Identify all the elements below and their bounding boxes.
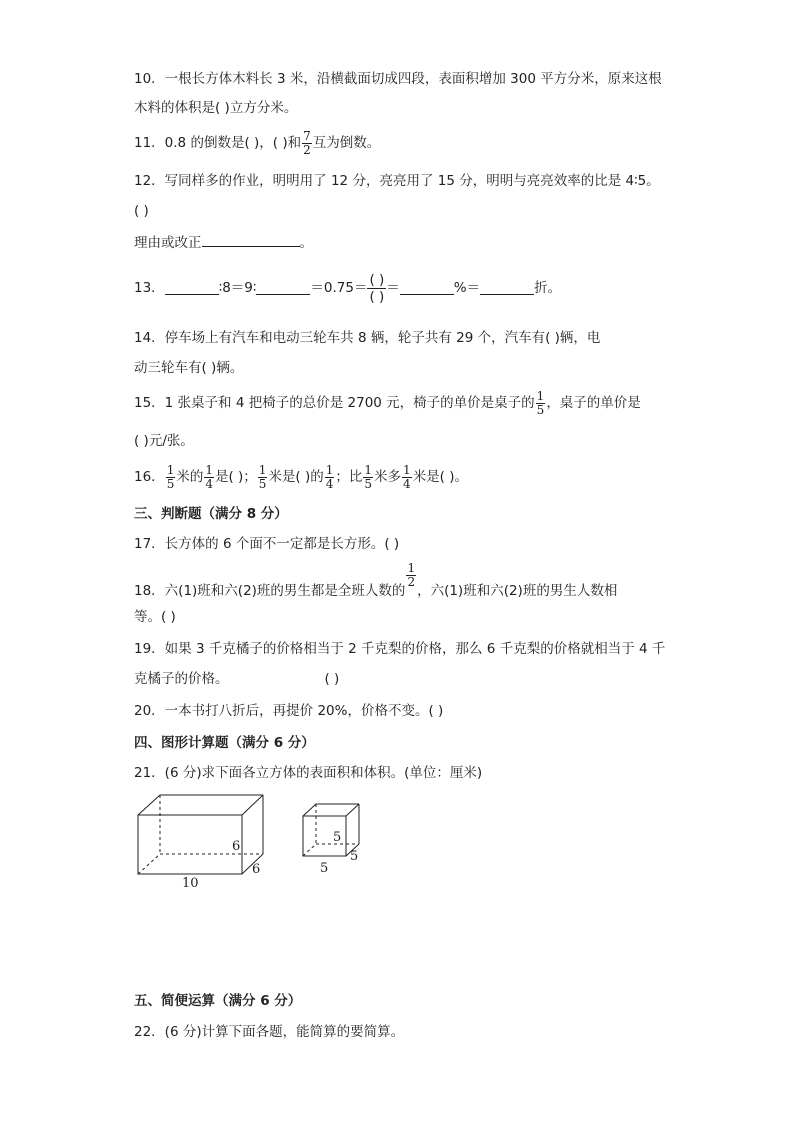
q16-frac1-den: 5 xyxy=(166,476,175,491)
q12-reason-blank[interactable] xyxy=(202,234,300,247)
q15-frac-den: 5 xyxy=(536,402,545,417)
q18-frac-den: 2 xyxy=(407,575,416,589)
q19-line1: 19．如果 3 千克橘子的价格相当于 2 千克梨的价格，那么 6 千克梨的价格就相当于 4 千 xyxy=(134,641,666,657)
q13-text1: ∶8＝9∶ xyxy=(218,280,257,296)
q16-frac4-num: 1 xyxy=(325,462,334,477)
q13-text5: 折。 xyxy=(534,280,562,296)
q16-frac3-num: 1 xyxy=(258,462,267,477)
q15-line2: ( )元/张。 xyxy=(134,433,194,449)
q16-frac5-den: 5 xyxy=(364,476,373,491)
q18-text2: ，六(1)班和六(2)班的男生人数相 xyxy=(417,583,618,599)
q16-frac5-num: 1 xyxy=(364,462,373,477)
q16-text3: 米是( )的 xyxy=(268,469,324,485)
q16-frac3-den: 5 xyxy=(258,476,267,491)
q11-frac-den: 2 xyxy=(303,142,311,157)
q18-line2: 等。( ) xyxy=(134,609,176,625)
q16-frac1-num: 1 xyxy=(166,462,175,477)
q12-reason-label: 理由或改正 xyxy=(134,235,202,251)
q15-text1: 15．1 张桌子和 4 把椅子的总价是 2700 元，椅子的单价是桌子的 xyxy=(134,395,535,411)
q13-blank3[interactable] xyxy=(400,282,454,295)
q13-blank2[interactable] xyxy=(256,282,310,295)
q16-frac6-num: 1 xyxy=(403,462,411,477)
cuboid-height-label: 6 xyxy=(232,839,241,854)
cube-length-label: 5 xyxy=(320,861,329,876)
q18-fraction xyxy=(406,562,416,589)
q13-paren-top: ( ) xyxy=(369,271,385,288)
q13-text4: %＝ xyxy=(453,280,481,296)
q15-line1 xyxy=(134,386,641,420)
q16-frac4-den: 4 xyxy=(325,476,334,491)
q16-text6: 米是( )。 xyxy=(412,469,469,485)
q10-line2: 木料的体积是( )立方分米。 xyxy=(134,100,298,116)
cuboid-figures xyxy=(130,790,380,892)
q15-frac-num: 1 xyxy=(536,388,545,403)
q11-frac-num: 7 xyxy=(303,128,311,143)
q20: 20．一本书打八折后，再提价 20%，价格不变。( ) xyxy=(134,703,444,719)
q16 xyxy=(134,460,468,494)
q13-text2: ＝0.75＝ xyxy=(310,280,368,296)
q13-fraction-box[interactable] xyxy=(367,272,386,305)
cuboid-figure xyxy=(138,795,263,874)
q11-fraction xyxy=(302,130,312,157)
q12-line2: ( ) xyxy=(134,203,149,219)
q18-text1: 18．六(1)班和六(2)班的男生都是全班人数的 xyxy=(134,583,406,599)
q19-text: 克橘子的价格。 xyxy=(134,671,229,687)
q16-frac2 xyxy=(204,464,214,491)
q13 xyxy=(134,268,561,308)
q16-frac2-num: 1 xyxy=(205,462,213,477)
cuboid-length-label: 10 xyxy=(182,876,199,891)
q16-frac4 xyxy=(325,464,335,491)
q11-text2: 互为倒数。 xyxy=(312,135,381,151)
q12-line3 xyxy=(134,234,313,252)
q16-frac1 xyxy=(166,464,176,491)
q21: 21．(6 分)求下面各立方体的表面积和体积。(单位：厘米) xyxy=(134,765,483,781)
q13-text3: ＝ xyxy=(386,280,400,296)
q18-frac-num: 1 xyxy=(407,561,416,575)
q16-frac5 xyxy=(363,464,373,491)
q19-answer-paren: ( ) xyxy=(324,671,340,687)
q16-num: 16． xyxy=(134,469,165,485)
cube-width-label: 5 xyxy=(350,849,359,864)
q16-text5: 米多 xyxy=(374,469,402,485)
q18-line1 xyxy=(134,562,617,602)
q13-blank1[interactable] xyxy=(165,282,219,295)
q22: 22．(6 分)计算下面各题，能简算的要简算。 xyxy=(134,1024,405,1040)
q13-num: 13． xyxy=(134,280,165,296)
q12-reason-end: 。 xyxy=(299,235,313,251)
q14-line2: 动三轮车有( )辆。 xyxy=(134,360,244,376)
section-5-heading: 五、简便运算（满分 6 分） xyxy=(134,993,302,1009)
q16-frac6-den: 4 xyxy=(403,476,411,491)
q14-line1: 14．停车场上有汽车和电动三轮车共 8 辆，轮子共有 29 个，汽车有( )辆，电 xyxy=(134,330,601,346)
q10-line1: 10．一根长方体木料长 3 米，沿横截面切成四段，表面积增加 300 平方分米，原来这根 xyxy=(134,71,662,87)
section-4-heading: 四、图形计算题（满分 6 分） xyxy=(134,735,315,751)
q16-frac3 xyxy=(258,464,268,491)
q11 xyxy=(134,130,380,156)
q17: 17．长方体的 6 个面不一定都是长方形。( ) xyxy=(134,536,400,552)
q19-line2 xyxy=(134,670,339,688)
q15-text2: ，桌子的单价是 xyxy=(546,395,641,411)
q12-line1: 12．写同样多的作业，明明用了 12 分，亮亮用了 15 分，明明与亮亮效率的比是 4∶5。 xyxy=(134,173,660,189)
q16-text2: 是( )； xyxy=(214,469,257,485)
q16-frac2-den: 4 xyxy=(205,476,213,491)
cuboid-width-label: 6 xyxy=(252,862,261,877)
q16-text1: 米的 xyxy=(176,469,204,485)
q16-frac6 xyxy=(402,464,412,491)
q15-fraction xyxy=(536,390,546,417)
section-3-heading: 三、判断题（满分 8 分） xyxy=(134,506,288,522)
q13-blank4[interactable] xyxy=(480,282,534,295)
q16-text4: ；比 xyxy=(335,469,363,485)
q11-text1: 11．0.8 的倒数是( )，( )和 xyxy=(134,135,302,151)
q13-paren-bottom: ( ) xyxy=(369,288,385,305)
cube-height-label: 5 xyxy=(333,830,342,845)
